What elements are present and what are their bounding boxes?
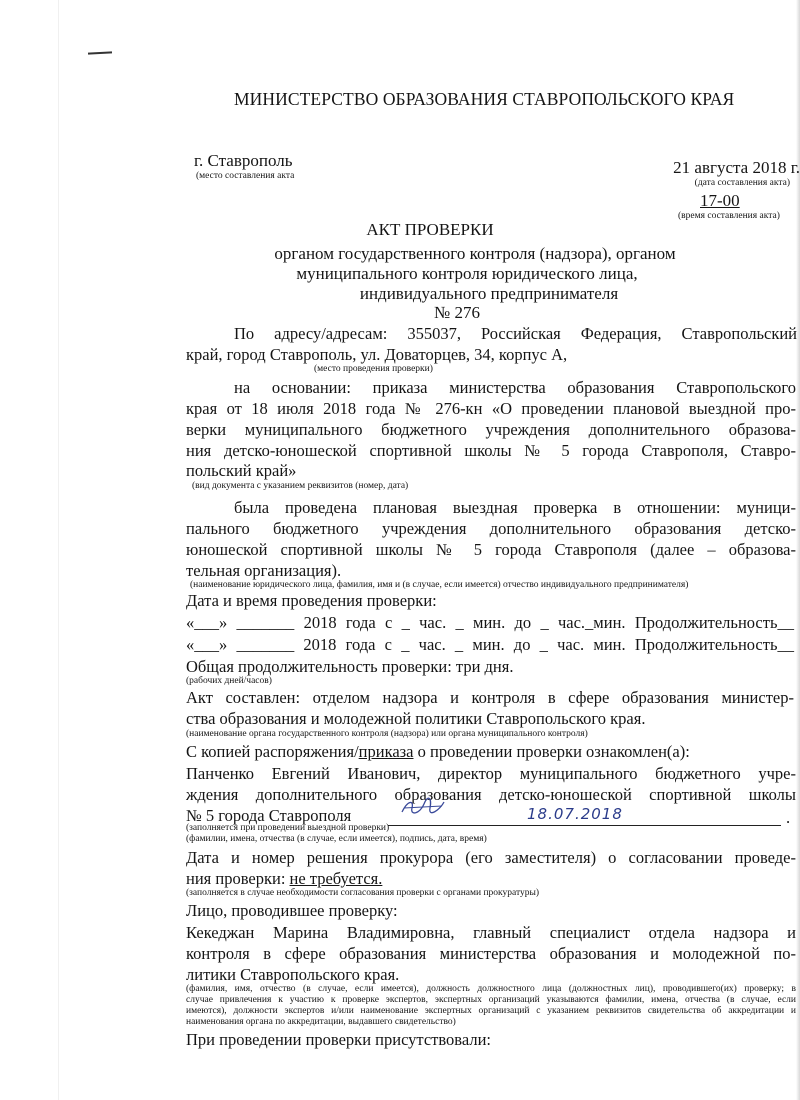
not-required: не требуется. [289,869,383,888]
inspection-line-4: тельная организация). [186,561,342,580]
acquainted-caption-2: (фамилии, имена, отчества (в случае, если имеется), подпись, дата, время) [186,834,487,844]
act-subtitle-3: индивидуального предпринимателя [359,284,619,303]
duration-caption: (рабочих дней/часов) [186,676,272,686]
scan-edge-left [58,0,59,1100]
basis-line-4: ния детско-юношеской спортивной школы № 5 города Ставрополя, Ставро- [186,441,796,460]
basis-line-3: верки муниципального бюджетного учреждения дополнительного образова- [186,420,796,439]
datetime-row-1: «___» _______ 2018 года с _ час. _ мин. до _ час._мин. Продолжительность__ [186,613,794,632]
prosecutor-line-1: Дата и номер решения прокурора (его заместителя) о согласовании проведе- [186,848,796,867]
compiled-line-2: ства образования и молодежной политики Ставропольского края. [186,709,646,728]
acquainted-line-4: № 5 города Ставрополя [186,806,352,825]
inspector-caption-4: наименования органа по аккредитации, выдавшего свидетельство) [186,1017,456,1027]
time-caption: (время составления акта) [678,211,780,221]
order-word: приказа [358,742,414,761]
inspection-line-1: была проведена плановая выездная проверка в отношении: муници- [234,498,796,517]
compilation-time: 17-00 [700,191,740,210]
inspector-line-2: контроля в сфере образования министерства образования и молодежной по- [186,944,796,963]
date-caption: (дата составления акта) [694,178,790,188]
acquainted-text-c: о проведении проверки ознакомлен(а): [413,742,690,761]
inspection-caption: (наименование юридического лица, фамилия, имя и (в случае, если имеется) отчество индивидуального предпринимателя) [190,580,689,590]
signature-period: . [786,808,791,827]
handwritten-signature [400,796,446,818]
inspector-caption-2: случае привлечения к участию к проверке экспертов, экспертных организаций указываются фамилии, имена, отчества (в случае, если [186,995,796,1005]
inspector-caption-3: имеются), должности экспертов и/или наименование экспертных организаций с указанием реквизитов свидетельства об аккредитации и [186,1006,796,1016]
act-subtitle-1: органом государственного контроля (надзора), органом [274,244,676,263]
prosecutor-line-2 [186,869,382,889]
basis-line-1: на основании: приказа министерства образования Ставропольского [234,378,796,397]
ministry-heading: МИНИСТЕРСТВО ОБРАЗОВАНИЯ СТАВРОПОЛЬСКОГО КРАЯ [234,89,735,109]
address-line-1: По адресу/адресам: 355037, Российская Федерация, Ставропольский [234,324,797,343]
basis-caption: (вид документа с указанием реквизитов (номер, дата) [192,481,409,491]
act-number: № 276 [434,303,480,322]
datetime-heading: Дата и время проведения проверки: [186,591,437,610]
inspector-line-1: Кекеджан Марина Владимировна, главный специалист отдела надзора и [186,923,796,942]
inspector-heading: Лицо, проводившее проверку: [186,901,398,920]
acquainted-text-a: С копией распоряжения/ [186,742,359,761]
handwritten-date: 18.07.2018 [527,805,623,823]
inspector-line-3: литики Ставропольского края. [186,965,400,984]
prosecutor-text: ния проверки: [186,869,290,888]
pen-mark [88,51,112,54]
basis-line-2: края от 18 июля 2018 года № 276-кн «О проведении плановой выездной про- [186,399,796,418]
total-duration: Общая продолжительность проверки: три дня. [186,657,514,676]
acquainted-line-2: Панченко Евгений Иванович, директор муниципального бюджетного учре- [186,764,796,783]
inspection-line-3: юношеской спортивной школы № 5 города Ставрополя (далее – образова- [186,540,796,559]
act-subtitle-2: муниципального контроля юридического лица, [296,264,638,283]
inspector-caption-1: (фамилия, имя, отчество (в случае, если имеется), должность должностного лица (должностных лиц), проводившего(их) проверку; в [186,984,796,994]
address-caption: (место проведения проверки) [314,364,433,374]
compiled-caption: (наименование органа государственного контроля (надзора) или органа муниципального контроля) [186,729,588,739]
acquainted-line-1 [186,742,690,762]
datetime-row-2: «___» _______ 2018 года с _ час. _ мин. до _ час. мин. Продолжительность__ [186,635,794,654]
prosecutor-caption: (заполняется в случае необходимости согласования проверки с органами прокуратуры) [186,888,540,898]
place-of-compilation: г. Ставрополь [194,151,293,170]
address-line-2: край, город Ставрополь, ул. Доваторцев, 34, корпус А, [186,345,568,364]
compilation-date: 21 августа 2018 г. [673,158,800,177]
place-caption: (место составления акта [196,171,295,181]
act-title: АКТ ПРОВЕРКИ [366,220,494,239]
present-heading: При проведении проверки присутствовали: [186,1030,491,1049]
compiled-line-1: Акт составлен: отделом надзора и контроля в сфере образования министер- [186,688,794,707]
acquainted-line-3: ждения дополнительного образования детско-юношеской спортивной школы [186,785,796,804]
signature-line [388,825,781,826]
basis-line-5: польский край» [186,461,297,480]
acquainted-caption-1: (заполняется при проведении выездной проверки) [186,823,390,833]
inspection-line-2: пального бюджетного учреждения дополнительного образования детско- [186,519,796,538]
